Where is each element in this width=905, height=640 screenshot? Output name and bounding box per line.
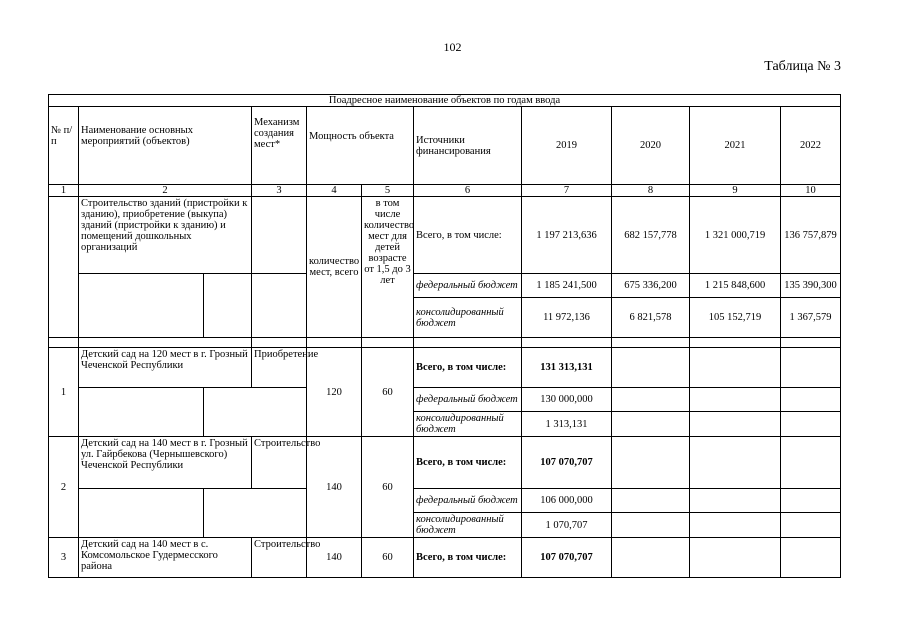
col-number: 5 xyxy=(362,185,414,197)
object-2019-federal: 106 000,000 xyxy=(522,489,612,513)
summary-2022-federal: 135 390,300 xyxy=(781,274,841,298)
object-2019-consolidated: 1 070,707 xyxy=(522,513,612,538)
object-2019-consolidated: 1 313,131 xyxy=(522,412,612,437)
summary-2020-consolidated: 6 821,578 xyxy=(612,298,690,338)
summary-mechanism-cell xyxy=(252,197,307,274)
summary-2019-federal: 1 185 241,500 xyxy=(522,274,612,298)
object-name: Детский сад на 140 мест в с. Комсомольское Гудермесского района xyxy=(79,538,252,578)
col-number: 8 xyxy=(612,185,690,197)
object-blank-cell xyxy=(79,489,204,538)
summary-capacity-children: в том числе количество мест для детей возрасте от 1,5 до 3 лет xyxy=(362,197,414,338)
object-source-total: Всего, в том числе: xyxy=(414,538,522,578)
object-blank-cell xyxy=(204,489,307,538)
col-number: 7 xyxy=(522,185,612,197)
col-number: 2 xyxy=(79,185,252,197)
object-capacity: 140 xyxy=(307,538,362,578)
object-row-federal xyxy=(49,388,841,412)
header-capacity: Мощность объекта xyxy=(307,107,414,185)
summary-2022-consolidated: 1 367,579 xyxy=(781,298,841,338)
header-2021: 2021 xyxy=(690,107,781,185)
col-number: 1 xyxy=(49,185,79,197)
object-name: Детский сад на 140 мест в г. Грозный ул. Гайрбекова (Чернышевского) Чеченской Республики xyxy=(79,437,252,489)
summary-row-total xyxy=(49,197,841,274)
header-sources: Источники финансирования xyxy=(414,107,522,185)
column-number-row xyxy=(49,185,841,197)
object-row-federal xyxy=(49,489,841,513)
col-number: 10 xyxy=(781,185,841,197)
object-row-total xyxy=(49,437,841,489)
object-children: 60 xyxy=(362,538,414,578)
object-mechanism: Приобретение xyxy=(252,348,307,388)
summary-2019-total: 1 197 213,636 xyxy=(522,197,612,274)
summary-2020-federal: 675 336,200 xyxy=(612,274,690,298)
header-mechanism: Механизм создания мест* xyxy=(252,107,307,185)
summary-name: Строительство зданий (пристройки к зданию), приобретение (выкупа) зданий (пристройки к зданию) и помещений дошкольных организаций xyxy=(79,197,252,274)
object-num: 3 xyxy=(49,538,79,578)
object-2019-total: 107 070,707 xyxy=(522,538,612,578)
summary-2021-total: 1 321 000,719 xyxy=(690,197,781,274)
col-number: 3 xyxy=(252,185,307,197)
header-name: Наименование основных мероприятий (объектов) xyxy=(79,107,252,185)
summary-2020-total: 682 157,778 xyxy=(612,197,690,274)
object-capacity: 120 xyxy=(307,348,362,437)
col-number: 6 xyxy=(414,185,522,197)
object-blank-cell xyxy=(204,388,307,437)
header-row xyxy=(49,107,841,185)
summary-2021-consolidated: 105 152,719 xyxy=(690,298,781,338)
object-source-consolidated: консолидированный бюджет xyxy=(414,513,522,538)
object-2019-total: 107 070,707 xyxy=(522,437,612,489)
summary-row-federal xyxy=(49,274,841,298)
summary-source-total: Всего, в том числе: xyxy=(414,197,522,274)
summary-num-cell xyxy=(49,298,79,338)
summary-blank-cell xyxy=(79,274,204,338)
object-source-federal: федеральный бюджет xyxy=(414,388,522,412)
object-source-consolidated: консолидированный бюджет xyxy=(414,412,522,437)
table-caption: Поадресное наименование объектов по годам ввода xyxy=(49,95,841,107)
summary-source-consolidated: консолидированный бюджет xyxy=(414,298,522,338)
header-2019: 2019 xyxy=(522,107,612,185)
summary-num-cell xyxy=(49,197,79,298)
object-children: 60 xyxy=(362,348,414,437)
object-row-total xyxy=(49,348,841,388)
header-2020: 2020 xyxy=(612,107,690,185)
object-num: 1 xyxy=(49,348,79,437)
page-number: 102 xyxy=(443,40,462,54)
object-num: 2 xyxy=(49,437,79,538)
object-source-total: Всего, в том числе: xyxy=(414,437,522,489)
spacer-row xyxy=(49,338,841,348)
object-source-total: Всего, в том числе: xyxy=(414,348,522,388)
object-2019-federal: 130 000,000 xyxy=(522,388,612,412)
summary-2019-consolidated: 11 972,136 xyxy=(522,298,612,338)
object-2019-total: 131 313,131 xyxy=(522,348,612,388)
object-blank-cell xyxy=(79,388,204,437)
summary-2022-total: 136 757,879 xyxy=(781,197,841,274)
summary-capacity-total: количество мест, всего xyxy=(307,197,362,338)
header-2022: 2022 xyxy=(781,107,841,185)
summary-blank-cell xyxy=(252,274,307,338)
col-number: 9 xyxy=(690,185,781,197)
table-title: Таблица № 3 xyxy=(764,59,841,74)
object-mechanism: Строительство xyxy=(252,538,307,578)
object-row-total xyxy=(49,538,841,578)
object-source-federal: федеральный бюджет xyxy=(414,489,522,513)
header-num: № п/п xyxy=(49,107,79,185)
summary-source-federal: федеральный бюджет xyxy=(414,274,522,298)
summary-2021-federal: 1 215 848,600 xyxy=(690,274,781,298)
object-name: Детский сад на 120 мест в г. Грозный Чеченской Республики xyxy=(79,348,252,388)
object-capacity: 140 xyxy=(307,437,362,538)
object-mechanism: Строительство xyxy=(252,437,307,489)
summary-blank-cell xyxy=(204,274,252,338)
col-number: 4 xyxy=(307,185,362,197)
objects-table xyxy=(48,94,841,578)
object-children: 60 xyxy=(362,437,414,538)
